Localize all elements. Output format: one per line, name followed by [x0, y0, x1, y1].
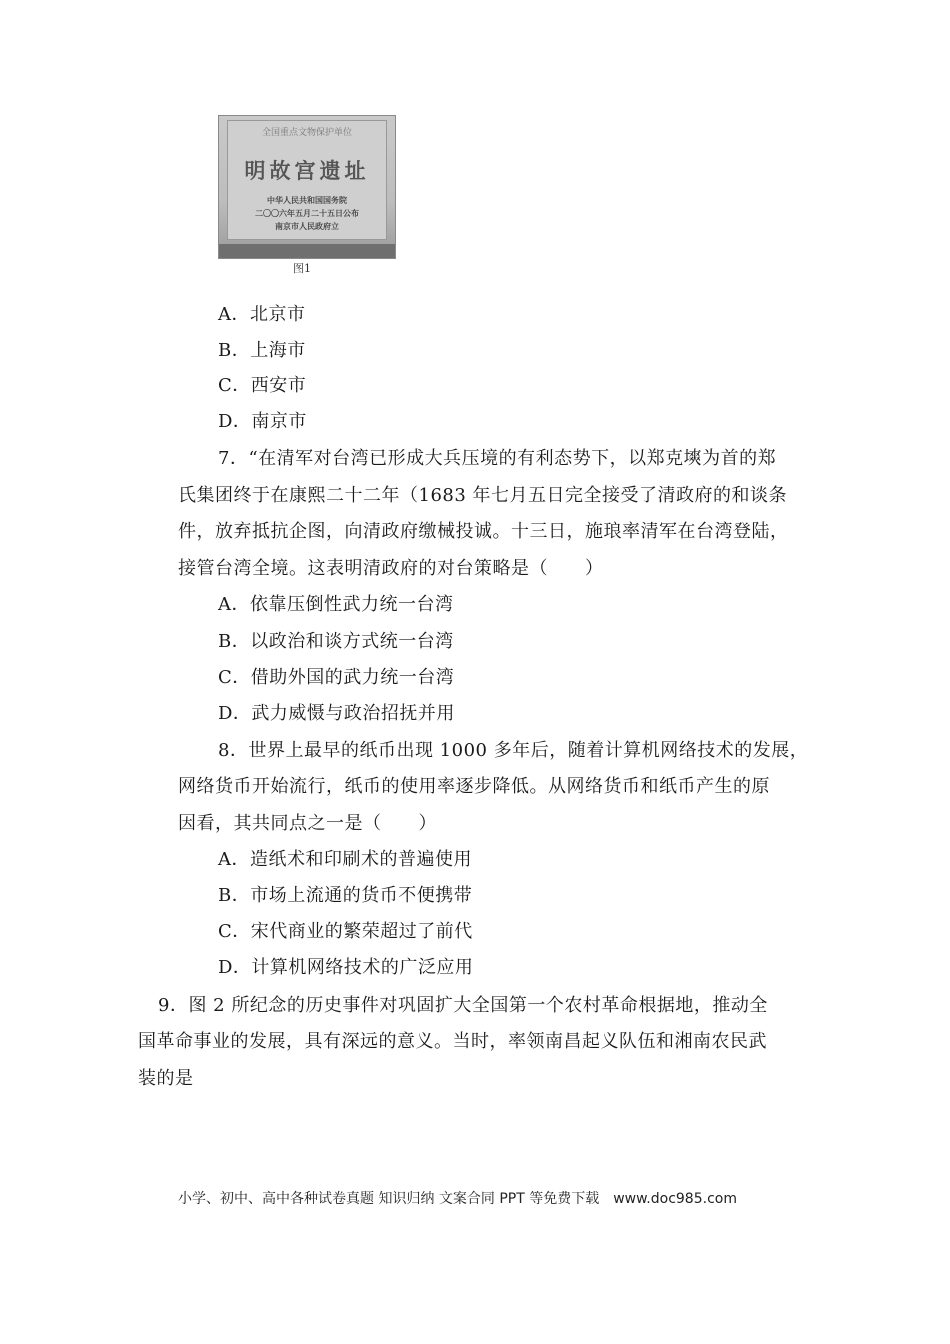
plaque-line-3: 南京市人民政府立	[275, 221, 339, 231]
q9-line-2: 国革命事业的发展，具有深远的意义。当时，率领南昌起义队伍和湘南农民武	[138, 1031, 767, 1052]
q8-option-b: B．市场上流通的货币不便携带	[218, 885, 473, 906]
q7-line-3: 件，放弃抵抗企图，向清政府缴械投诚。十三日，施琅率清军在台湾登陆，	[178, 521, 789, 542]
page-footer: 小学、初中、高中各种试卷真题 知识归纳 文案合同 PPT 等免费下载 www.doc985.com	[178, 1191, 737, 1207]
q7-option-a: A．依靠压倒性武力统一台湾	[218, 594, 454, 615]
q8-line-2: 网络货币开始流行，纸币的使用率逐步降低。从网络货币和纸币产生的原	[178, 776, 770, 797]
q7-line-1: 7．“在清军对台湾已形成大兵压境的有利态势下，以郑克塽为首的郑	[218, 448, 777, 469]
q9-line-1: 9．图 2 所纪念的历史事件对巩固扩大全国第一个农村革命根据地，推动全	[158, 995, 768, 1016]
plaque-line-2: 二〇〇六年五月二十五日公布	[255, 208, 359, 218]
figure-caption: 图1	[293, 262, 311, 275]
q6-option-a: A．北京市	[218, 304, 306, 325]
q7-option-c: C．借助外国的武力统一台湾	[218, 667, 455, 688]
plaque-title: 明故宫遗址	[244, 158, 370, 183]
q7-option-b: B．以政治和谈方式统一台湾	[218, 631, 454, 652]
plaque-line-1: 中华人民共和国国务院	[267, 195, 347, 205]
q8-option-c: C．宋代商业的繁荣超过了前代	[218, 921, 473, 942]
plaque-ground	[219, 244, 395, 258]
q8-option-d: D．计算机网络技术的广泛应用	[218, 957, 474, 978]
plaque-top-text: 全国重点文物保护单位	[261, 128, 352, 138]
q6-option-d: D．南京市	[218, 411, 307, 432]
q7-line-2: 氏集团终于在康熙二十二年（1683 年七月五日完全接受了清政府的和谈条	[178, 485, 788, 506]
q8-line-3: 因看，其共同点之一是（ ）	[178, 813, 437, 834]
q7-option-d: D．武力威慑与政治招抚并用	[218, 703, 455, 724]
q7-line-4: 接管台湾全境。这表明清政府的对台策略是（ ）	[178, 558, 604, 579]
q6-option-b: B．上海市	[218, 340, 306, 361]
q9-line-3: 装的是	[138, 1068, 194, 1089]
plaque-photo	[218, 115, 396, 259]
q8-option-a: A．造纸术和印刷术的普遍使用	[218, 849, 472, 870]
plaque	[227, 120, 387, 240]
q8-line-1: 8．世界上最早的纸币出现 1000 多年后，随着计算机网络技术的发展，	[218, 740, 809, 761]
q6-option-c: C．西安市	[218, 375, 307, 396]
